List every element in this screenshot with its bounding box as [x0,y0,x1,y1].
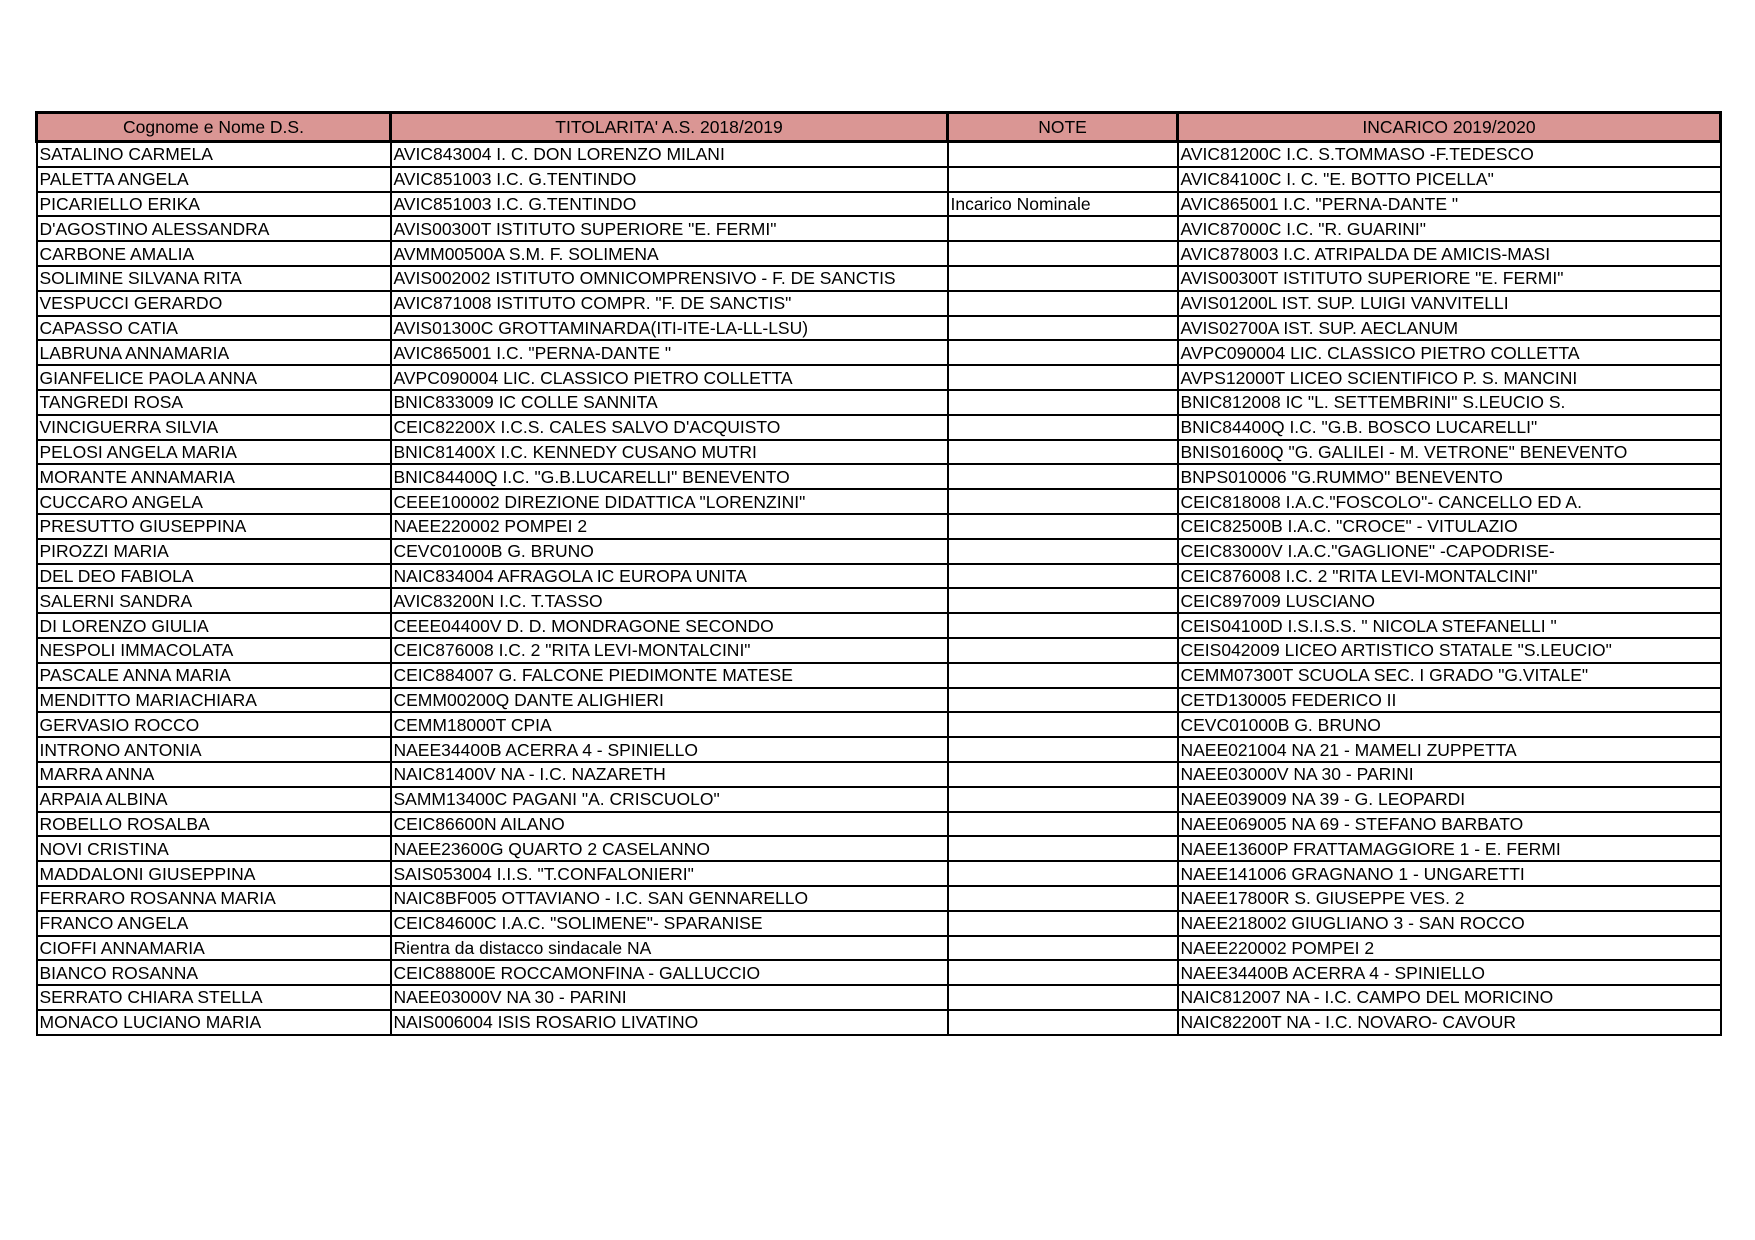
cell-incarico: CEIS04100D I.S.I.S.S. " NICOLA STEFANELLI " [1178,613,1721,638]
cell-note [948,985,1178,1010]
cell-incarico: BNIC812008 IC "L. SETTEMBRINI" S.LEUCIO S. [1178,390,1721,415]
cell-note [948,464,1178,489]
cell-titolarita: CEEE100002 DIREZIONE DIDATTICA "LORENZINI" [391,489,948,514]
table-row [37,340,1721,365]
table-row [37,613,1721,638]
cell-titolarita: AVPC090004 LIC. CLASSICO PIETRO COLLETTA [391,365,948,390]
cell-note [948,812,1178,837]
table-row [37,440,1721,465]
cell-titolarita: BNIC84400Q I.C. "G.B.LUCARELLI" BENEVENTO [391,464,948,489]
cell-name: TANGREDI ROSA [37,390,391,415]
header-titolarita: TITOLARITA' A.S. 2018/2019 [391,113,948,142]
cell-titolarita: AVMM00500A S.M. F. SOLIMENA [391,241,948,266]
header-row [37,113,1721,142]
cell-titolarita: CEEE04400V D. D. MONDRAGONE SECONDO [391,613,948,638]
cell-titolarita: CEIC876008 I.C. 2 "RITA LEVI-MONTALCINI" [391,638,948,663]
table-row [37,836,1721,861]
table-row [37,663,1721,688]
cell-titolarita: AVIC83200N I.C. T.TASSO [391,588,948,613]
table-row [37,588,1721,613]
cell-name: CUCCARO ANGELA [37,489,391,514]
cell-titolarita: AVIS01300C GROTTAMINARDA(ITI-ITE-LA-LL-LSU) [391,316,948,341]
cell-incarico: AVIS01200L IST. SUP. LUIGI VANVITELLI [1178,291,1721,316]
cell-incarico: CEVC01000B G. BRUNO [1178,712,1721,737]
cell-note [948,613,1178,638]
cell-titolarita: CEVC01000B G. BRUNO [391,539,948,564]
cell-titolarita: BNIC81400X I.C. KENNEDY CUSANO MUTRI [391,440,948,465]
cell-note [948,489,1178,514]
header-name: Cognome e Nome D.S. [37,113,391,142]
header-note: NOTE [948,113,1178,142]
cell-name: PIROZZI MARIA [37,539,391,564]
table-row [37,415,1721,440]
cell-name: PRESUTTO GIUSEPPINA [37,514,391,539]
table-row [37,316,1721,341]
cell-titolarita: SAMM13400C PAGANI "A. CRISCUOLO" [391,787,948,812]
cell-note [948,787,1178,812]
table-row [37,960,1721,985]
header-incarico: INCARICO 2019/2020 [1178,113,1721,142]
cell-note [948,564,1178,589]
cell-titolarita: NAIC834004 AFRAGOLA IC EUROPA UNITA [391,564,948,589]
cell-incarico: NAEE039009 NA 39 - G. LEOPARDI [1178,787,1721,812]
cell-titolarita: SAIS053004 I.I.S. "T.CONFALONIERI" [391,861,948,886]
cell-incarico: NAIC812007 NA - I.C. CAMPO DEL MORICINO [1178,985,1721,1010]
table-row [37,911,1721,936]
cell-incarico: CEIC82500B I.A.C. "CROCE" - VITULAZIO [1178,514,1721,539]
cell-note [948,167,1178,192]
table-row [37,142,1721,167]
cell-name: PICARIELLO ERIKA [37,192,391,217]
cell-titolarita: NAEE03000V NA 30 - PARINI [391,985,948,1010]
cell-titolarita: AVIS002002 ISTITUTO OMNICOMPRENSIVO - F. DE SANCTIS [391,266,948,291]
table-row [37,390,1721,415]
cell-incarico: NAEE069005 NA 69 - STEFANO BARBATO [1178,812,1721,837]
table-row [37,985,1721,1010]
cell-name: FRANCO ANGELA [37,911,391,936]
cell-note [948,861,1178,886]
table-body [37,142,1721,1035]
cell-note [948,266,1178,291]
cell-note [948,712,1178,737]
cell-titolarita: Rientra da distacco sindacale NA [391,936,948,961]
cell-name: NESPOLI IMMACOLATA [37,638,391,663]
table-row [37,712,1721,737]
cell-incarico: AVIC878003 I.C. ATRIPALDA DE AMICIS-MASI [1178,241,1721,266]
cell-titolarita: CEMM00200Q DANTE ALIGHIERI [391,688,948,713]
cell-titolarita: CEIC86600N AILANO [391,812,948,837]
cell-note [948,539,1178,564]
cell-incarico: AVIC81200C I.C. S.TOMMASO -F.TEDESCO [1178,142,1721,167]
cell-titolarita: AVIC843004 I. C. DON LORENZO MILANI [391,142,948,167]
cell-note [948,390,1178,415]
table-row [37,1010,1721,1035]
cell-titolarita: NAIC81400V NA - I.C. NAZARETH [391,762,948,787]
table-row [37,514,1721,539]
table-row [37,861,1721,886]
cell-name: CAPASSO CATIA [37,316,391,341]
cell-name: VINCIGUERRA SILVIA [37,415,391,440]
cell-incarico: AVIS02700A IST. SUP. AECLANUM [1178,316,1721,341]
cell-note: Incarico Nominale [948,192,1178,217]
cell-name: ARPAIA ALBINA [37,787,391,812]
cell-titolarita: AVIC865001 I.C. "PERNA-DANTE " [391,340,948,365]
cell-incarico: CEIC897009 LUSCIANO [1178,588,1721,613]
cell-titolarita: CEIC884007 G. FALCONE PIEDIMONTE MATESE [391,663,948,688]
cell-incarico: CETD130005 FEDERICO II [1178,688,1721,713]
cell-note [948,415,1178,440]
cell-note [948,688,1178,713]
cell-name: SOLIMINE SILVANA RITA [37,266,391,291]
cell-note [948,936,1178,961]
cell-note [948,514,1178,539]
table-row [37,787,1721,812]
cell-note [948,365,1178,390]
cell-name: MENDITTO MARIACHIARA [37,688,391,713]
cell-titolarita: BNIC833009 IC COLLE SANNITA [391,390,948,415]
table-row [37,564,1721,589]
cell-titolarita: NAEE34400B ACERRA 4 - SPINIELLO [391,737,948,762]
cell-note [948,960,1178,985]
cell-incarico: BNPS010006 "G.RUMMO" BENEVENTO [1178,464,1721,489]
table-row [37,688,1721,713]
cell-incarico: AVIC84100C I. C. "E. BOTTO PICELLA" [1178,167,1721,192]
cell-titolarita: CEIC84600C I.A.C. "SOLIMENE"- SPARANISE [391,911,948,936]
table-row [37,936,1721,961]
cell-incarico: AVPC090004 LIC. CLASSICO PIETRO COLLETTA [1178,340,1721,365]
cell-incarico: NAEE220002 POMPEI 2 [1178,936,1721,961]
cell-incarico: BNIC84400Q I.C. "G.B. BOSCO LUCARELLI" [1178,415,1721,440]
table-row [37,241,1721,266]
cell-note [948,588,1178,613]
cell-note [948,911,1178,936]
cell-incarico: NAEE141006 GRAGNANO 1 - UNGARETTI [1178,861,1721,886]
cell-name: VESPUCCI GERARDO [37,291,391,316]
cell-name: D'AGOSTINO ALESSANDRA [37,216,391,241]
cell-incarico: BNIS01600Q "G. GALILEI - M. VETRONE" BENEVENTO [1178,440,1721,465]
cell-name: SATALINO CARMELA [37,142,391,167]
cell-titolarita: NAEE23600G QUARTO 2 CASELANNO [391,836,948,861]
cell-incarico: CEIC876008 I.C. 2 "RITA LEVI-MONTALCINI" [1178,564,1721,589]
cell-titolarita: AVIC851003 I.C. G.TENTINDO [391,192,948,217]
cell-titolarita: NAIC8BF005 OTTAVIANO - I.C. SAN GENNARELLO [391,886,948,911]
table-row [37,216,1721,241]
cell-name: ROBELLO ROSALBA [37,812,391,837]
cell-name: SALERNI SANDRA [37,588,391,613]
cell-note [948,737,1178,762]
table-row [37,167,1721,192]
cell-titolarita: NAEE220002 POMPEI 2 [391,514,948,539]
cell-incarico: AVIC87000C I.C. "R. GUARINI" [1178,216,1721,241]
cell-note [948,762,1178,787]
cell-name: BIANCO ROSANNA [37,960,391,985]
cell-titolarita: AVIC851003 I.C. G.TENTINDO [391,167,948,192]
cell-name: MORANTE ANNAMARIA [37,464,391,489]
table-row [37,812,1721,837]
cell-name: GERVASIO ROCCO [37,712,391,737]
cell-name: GIANFELICE PAOLA ANNA [37,365,391,390]
table-header [37,113,1721,142]
cell-note [948,241,1178,266]
cell-name: NOVI CRISTINA [37,836,391,861]
table-row [37,489,1721,514]
table-row [37,365,1721,390]
table-row [37,464,1721,489]
cell-titolarita: AVIS00300T ISTITUTO SUPERIORE "E. FERMI" [391,216,948,241]
cell-incarico: AVIS00300T ISTITUTO SUPERIORE "E. FERMI" [1178,266,1721,291]
cell-incarico: NAEE17800R S. GIUSEPPE VES. 2 [1178,886,1721,911]
cell-note [948,886,1178,911]
cell-incarico: CEIC818008 I.A.C."FOSCOLO"- CANCELLO ED A. [1178,489,1721,514]
cell-name: MADDALONI GIUSEPPINA [37,861,391,886]
cell-note [948,836,1178,861]
cell-note [948,440,1178,465]
assignment-table [35,111,1722,1036]
cell-incarico: AVIC865001 I.C. "PERNA-DANTE " [1178,192,1721,217]
cell-name: LABRUNA ANNAMARIA [37,340,391,365]
cell-titolarita: CEIC88800E ROCCAMONFINA - GALLUCCIO [391,960,948,985]
cell-name: DEL DEO FABIOLA [37,564,391,589]
cell-incarico: CEIS042009 LICEO ARTISTICO STATALE "S.LEUCIO" [1178,638,1721,663]
table-row [37,266,1721,291]
table-row [37,762,1721,787]
cell-note [948,216,1178,241]
cell-name: PASCALE ANNA MARIA [37,663,391,688]
cell-incarico: NAEE13600P FRATTAMAGGIORE 1 - E. FERMI [1178,836,1721,861]
cell-incarico: NAEE03000V NA 30 - PARINI [1178,762,1721,787]
cell-note [948,316,1178,341]
cell-note [948,142,1178,167]
cell-name: PALETTA ANGELA [37,167,391,192]
cell-incarico: NAEE218002 GIUGLIANO 3 - SAN ROCCO [1178,911,1721,936]
cell-name: INTRONO ANTONIA [37,737,391,762]
cell-titolarita: CEMM18000T CPIA [391,712,948,737]
cell-incarico: NAIC82200T NA - I.C. NOVARO- CAVOUR [1178,1010,1721,1035]
cell-note [948,291,1178,316]
cell-titolarita: CEIC82200X I.C.S. CALES SALVO D'ACQUISTO [391,415,948,440]
cell-titolarita: AVIC871008 ISTITUTO COMPR. "F. DE SANCTIS" [391,291,948,316]
table-row [37,539,1721,564]
cell-name: CARBONE AMALIA [37,241,391,266]
table-row [37,737,1721,762]
cell-incarico: NAEE021004 NA 21 - MAMELI ZUPPETTA [1178,737,1721,762]
cell-name: FERRARO ROSANNA MARIA [37,886,391,911]
cell-name: CIOFFI ANNAMARIA [37,936,391,961]
cell-incarico: CEIC83000V I.A.C."GAGLIONE" -CAPODRISE- [1178,539,1721,564]
cell-note [948,1010,1178,1035]
cell-name: PELOSI ANGELA MARIA [37,440,391,465]
table-row [37,291,1721,316]
cell-name: SERRATO CHIARA STELLA [37,985,391,1010]
cell-name: MONACO LUCIANO MARIA [37,1010,391,1035]
table-row [37,192,1721,217]
cell-incarico: CEMM07300T SCUOLA SEC. I GRADO "G.VITALE" [1178,663,1721,688]
cell-note [948,638,1178,663]
cell-name: MARRA ANNA [37,762,391,787]
cell-note [948,340,1178,365]
cell-incarico: NAEE34400B ACERRA 4 - SPINIELLO [1178,960,1721,985]
cell-name: DI LORENZO GIULIA [37,613,391,638]
cell-titolarita: NAIS006004 ISIS ROSARIO LIVATINO [391,1010,948,1035]
table-row [37,886,1721,911]
cell-incarico: AVPS12000T LICEO SCIENTIFICO P. S. MANCINI [1178,365,1721,390]
table-row [37,638,1721,663]
cell-note [948,663,1178,688]
